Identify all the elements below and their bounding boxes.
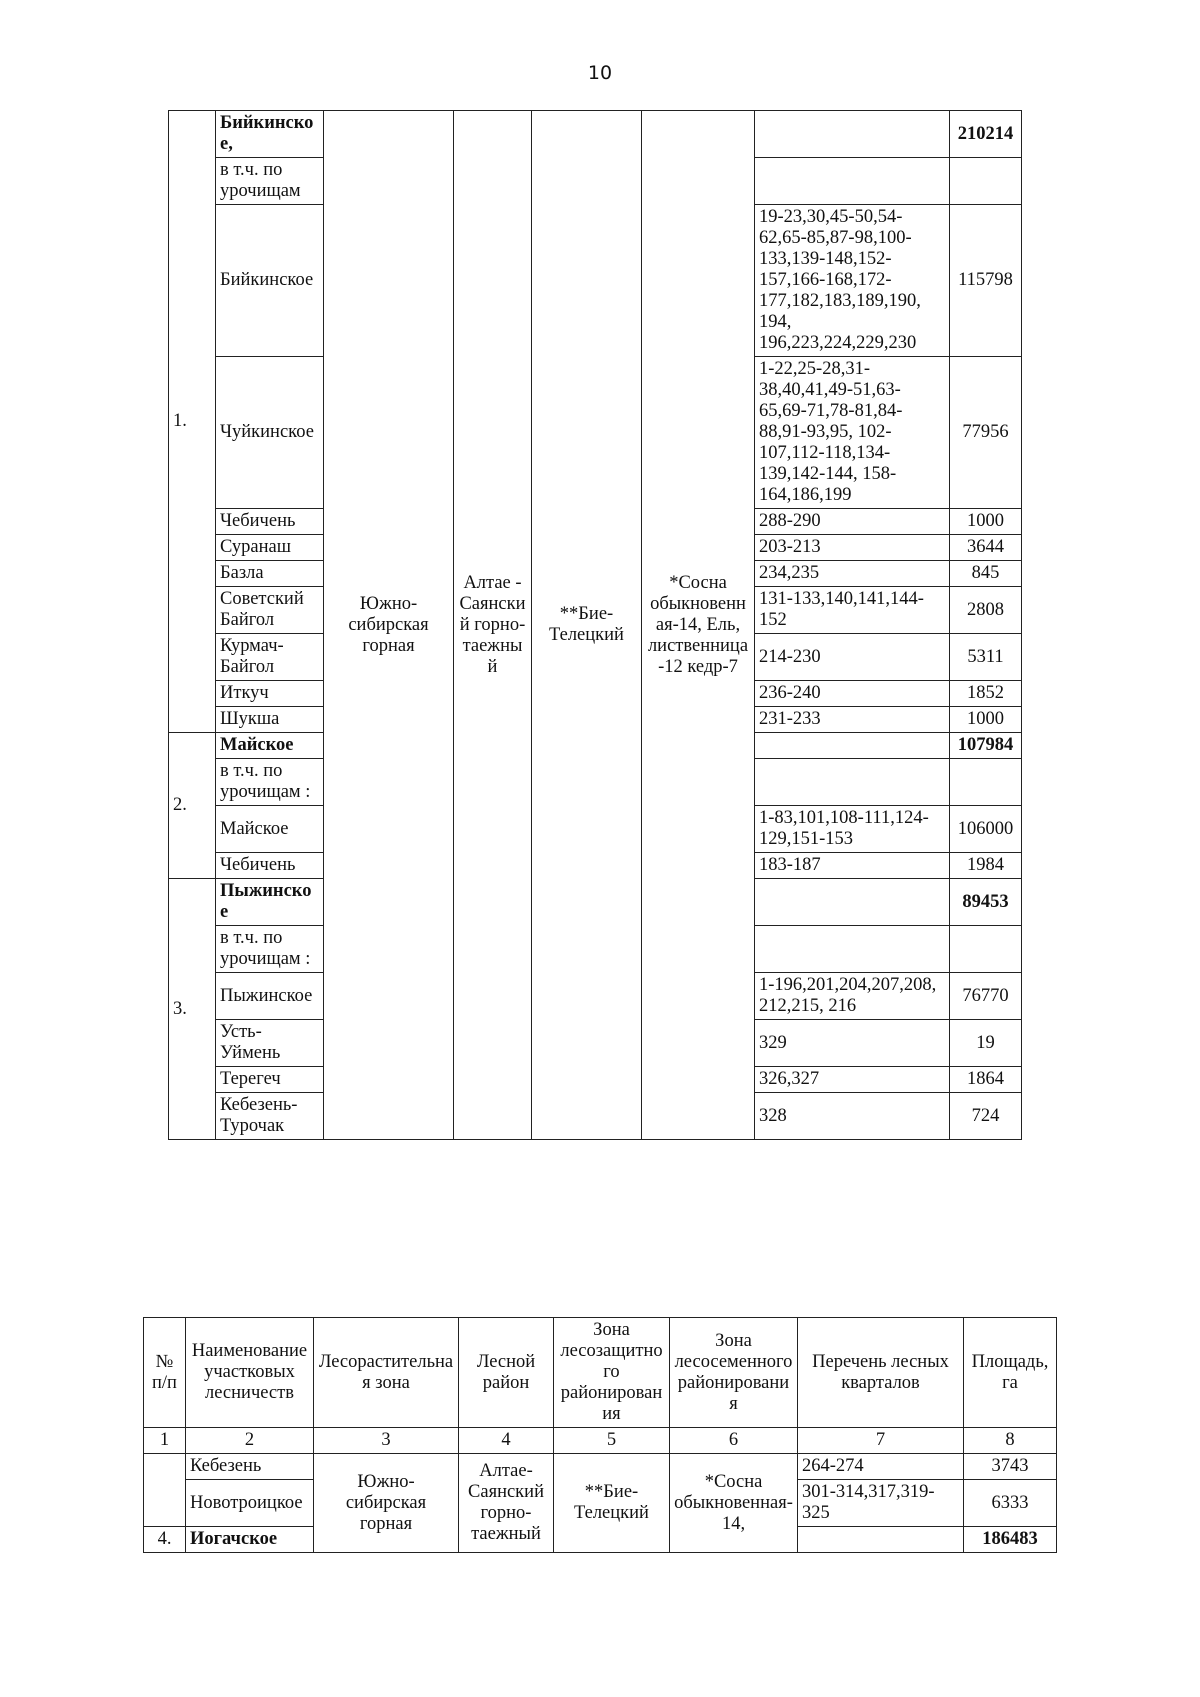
area-value: 1000 [950, 707, 1022, 733]
forestry-name: Майское [216, 733, 324, 759]
group-number-cell [144, 1454, 186, 1527]
area-value: 1000 [950, 509, 1022, 535]
table-row [169, 111, 1022, 158]
forestry-name: Шукша [216, 707, 324, 733]
area-value: 6333 [964, 1480, 1057, 1527]
forest-district: Алтае - Саянский горно-таежный [454, 111, 532, 1140]
area-value: 115798 [950, 205, 1022, 357]
forestry-name: Чуйкинское [216, 357, 324, 509]
quarters-list: 326,327 [755, 1067, 950, 1093]
quarters-list: 214-230 [755, 634, 950, 681]
forestry-name: Кебезень-Турочак [216, 1093, 324, 1140]
header-col-seed-zone: Зона лесосеменного районирования [670, 1318, 798, 1428]
quarters-list: 328 [755, 1093, 950, 1140]
group-number: 3. [169, 879, 216, 1140]
header-col-protect-zone: Зона лесозащитного районирования [554, 1318, 670, 1428]
forestry-name: в т.ч. по урочищам : [216, 759, 324, 806]
area-value: 107984 [950, 733, 1022, 759]
area-value: 77956 [950, 357, 1022, 509]
quarters-list: 231-233 [755, 707, 950, 733]
group-number: 4. [144, 1527, 186, 1553]
forestry-name: Новотроицкое [186, 1480, 314, 1527]
quarters-list: 1-22,25-28,31-38,40,41,49-51,63-65,69-71,78-81,84-88,91-93,95, 102-107,112-118,134-139,142-144, 158-164,186,199 [755, 357, 950, 509]
quarters-list [755, 733, 950, 759]
forestry-name: Иогачское [186, 1527, 314, 1553]
forest-zone: Южно-сибирская горная [314, 1454, 459, 1553]
column-number-row [144, 1428, 1057, 1454]
area-value: 1852 [950, 681, 1022, 707]
col-num-2: 2 [186, 1428, 314, 1454]
header-col-area: Площадь, га [964, 1318, 1057, 1428]
quarters-list [755, 879, 950, 926]
forestry-name: Кебезень [186, 1454, 314, 1480]
forestry-name: Советский Байгол [216, 587, 324, 634]
quarters-list [755, 926, 950, 973]
seed-zone: *Сосна обыкновенная-14, [670, 1454, 798, 1553]
col-num-1: 1 [144, 1428, 186, 1454]
area-value: 89453 [950, 879, 1022, 926]
table-row [144, 1454, 1057, 1480]
group-number: 1. [169, 111, 216, 733]
quarters-list [755, 759, 950, 806]
area-value: 3644 [950, 535, 1022, 561]
area-value: 3743 [964, 1454, 1057, 1480]
header-col-quarters: Перечень лесных кварталов [798, 1318, 964, 1428]
protection-zone: **Бие-Телецкий [554, 1454, 670, 1553]
forestry-name: Терегеч [216, 1067, 324, 1093]
seed-zone: *Сосна обыкновенная-14, Ель, лиственница-12 кедр-7 [642, 111, 755, 1140]
quarters-list: 288-290 [755, 509, 950, 535]
forestry-name: Бийкинское [216, 205, 324, 357]
forestry-name: Чебичень [216, 509, 324, 535]
header-col-number: № п/п [144, 1318, 186, 1428]
col-num-8: 8 [964, 1428, 1057, 1454]
quarters-list: 329 [755, 1020, 950, 1067]
area-value: 845 [950, 561, 1022, 587]
forestry-name: Базла [216, 561, 324, 587]
quarters-list: 236-240 [755, 681, 950, 707]
quarters-list: 1-196,201,204,207,208, 212,215, 216 [755, 973, 950, 1020]
quarters-list: 203-213 [755, 535, 950, 561]
quarters-list: 234,235 [755, 561, 950, 587]
quarters-list: 183-187 [755, 853, 950, 879]
protection-zone: **Бие-Телецкий [532, 111, 642, 1140]
forestry-name: Пыжинское [216, 879, 324, 926]
area-value: 19 [950, 1020, 1022, 1067]
forestry-name: Иткуч [216, 681, 324, 707]
area-value [950, 759, 1022, 806]
area-value: 210214 [950, 111, 1022, 158]
quarters-list: 19-23,30,45-50,54-62,65-85,87-98,100-133,139-148,152-157,166-168,172-177,182,183,189,190, 194, 196,223,224,229,230 [755, 205, 950, 357]
area-value: 1864 [950, 1067, 1022, 1093]
forestry-name: Курмач-Байгол [216, 634, 324, 681]
header-row [144, 1318, 1057, 1428]
upper-table-body [169, 111, 1022, 1140]
col-num-6: 6 [670, 1428, 798, 1454]
area-value [950, 926, 1022, 973]
area-value: 2808 [950, 587, 1022, 634]
forest-district: Алтае-Саянский горно-таежный [459, 1454, 554, 1553]
quarters-list [755, 158, 950, 205]
header-col-zone: Лесорастительная зона [314, 1318, 459, 1428]
col-num-5: 5 [554, 1428, 670, 1454]
area-value: 76770 [950, 973, 1022, 1020]
forest-districts-table-upper [168, 110, 1022, 1140]
forestry-name: Майское [216, 806, 324, 853]
col-num-4: 4 [459, 1428, 554, 1454]
forestry-name: Усть-Уймень [216, 1020, 324, 1067]
forestry-name: Чебичень [216, 853, 324, 879]
quarters-list: 131-133,140,141,144-152 [755, 587, 950, 634]
header-col-name: Наименование участковых лесничеств [186, 1318, 314, 1428]
area-value: 1984 [950, 853, 1022, 879]
header-col-district: Лесной район [459, 1318, 554, 1428]
area-value: 724 [950, 1093, 1022, 1140]
quarters-list: 1-83,101,108-111,124-129,151-153 [755, 806, 950, 853]
forestry-name: в т.ч. по урочищам : [216, 926, 324, 973]
forest-districts-table-lower [143, 1317, 1057, 1553]
col-num-7: 7 [798, 1428, 964, 1454]
quarters-list: 301-314,317,319-325 [798, 1480, 964, 1527]
forestry-name: Пыжинское [216, 973, 324, 1020]
group-number: 2. [169, 733, 216, 879]
col-num-3: 3 [314, 1428, 459, 1454]
forest-zone: Южно-сибирская горная [324, 111, 454, 1140]
area-value: 106000 [950, 806, 1022, 853]
quarters-list [798, 1527, 964, 1553]
quarters-list: 264-274 [798, 1454, 964, 1480]
area-value: 5311 [950, 634, 1022, 681]
forestry-name: Суранаш [216, 535, 324, 561]
area-value [950, 158, 1022, 205]
page-number: 10 [587, 62, 613, 84]
area-value: 186483 [964, 1527, 1057, 1553]
quarters-list [755, 111, 950, 158]
forestry-name: в т.ч. по урочищам [216, 158, 324, 205]
forestry-name: Бийкинское, [216, 111, 324, 158]
